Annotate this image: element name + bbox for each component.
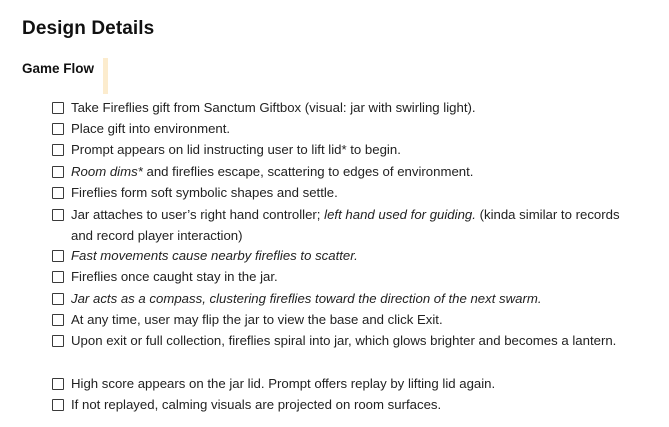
- checkbox[interactable]: [52, 314, 64, 326]
- checkbox[interactable]: [52, 166, 64, 178]
- checkbox[interactable]: [52, 335, 64, 347]
- item-text-italic: left hand used for guiding.: [324, 207, 476, 222]
- item-text: High score appears on the jar lid. Prompt offers replay by lifting lid again.: [71, 376, 496, 391]
- item-text: At any time, user may flip the jar to view the base and click Exit.: [71, 312, 443, 327]
- item-text: Jar acts as a compass, clustering fireflies toward the direction of the next swarm.: [71, 291, 542, 306]
- item-text: Fast movements cause nearby fireflies to scatter.: [71, 248, 358, 263]
- section-heading: Design Details: [22, 18, 155, 39]
- item-text: Upon exit or full collection, fireflies spiral into jar, which glows brighter and becomes a lantern.: [71, 333, 617, 348]
- item-text: If not replayed, calming visuals are projected on room surfaces.: [71, 397, 442, 412]
- item-text: Prompt appears on lid instructing user to lift lid* to begin.: [71, 142, 401, 157]
- checkbox[interactable]: [52, 378, 64, 390]
- item-text: Place gift into environment.: [71, 121, 231, 136]
- checkbox[interactable]: [52, 102, 64, 114]
- item-text: Fireflies form soft symbolic shapes and settle.: [71, 185, 338, 200]
- checkbox[interactable]: [52, 144, 64, 156]
- item-text: [71, 161, 636, 182]
- checkbox[interactable]: [52, 187, 64, 199]
- item-text-rest: and fireflies escape, scattering to edges of environment.: [142, 164, 474, 179]
- checkbox[interactable]: [52, 293, 64, 305]
- checkbox[interactable]: [52, 209, 64, 221]
- text-cursor: [103, 58, 108, 94]
- checkbox[interactable]: [52, 271, 64, 283]
- item-text-italic: Room dims*: [71, 164, 143, 179]
- item-text-part: (kinda similar to records and record player interaction): [71, 207, 620, 243]
- subsection-heading: Game Flow: [22, 61, 95, 76]
- item-text: [71, 204, 636, 246]
- item-text: Take Fireflies gift from Sanctum Giftbox (visual: jar with swirling light).: [71, 100, 476, 115]
- item-text-part: Jar attaches to user’s right hand controller;: [71, 207, 325, 222]
- item-text: Fireflies once caught stay in the jar.: [71, 269, 278, 284]
- checkbox[interactable]: [52, 250, 64, 262]
- checkbox[interactable]: [52, 123, 64, 135]
- checkbox[interactable]: [52, 399, 64, 411]
